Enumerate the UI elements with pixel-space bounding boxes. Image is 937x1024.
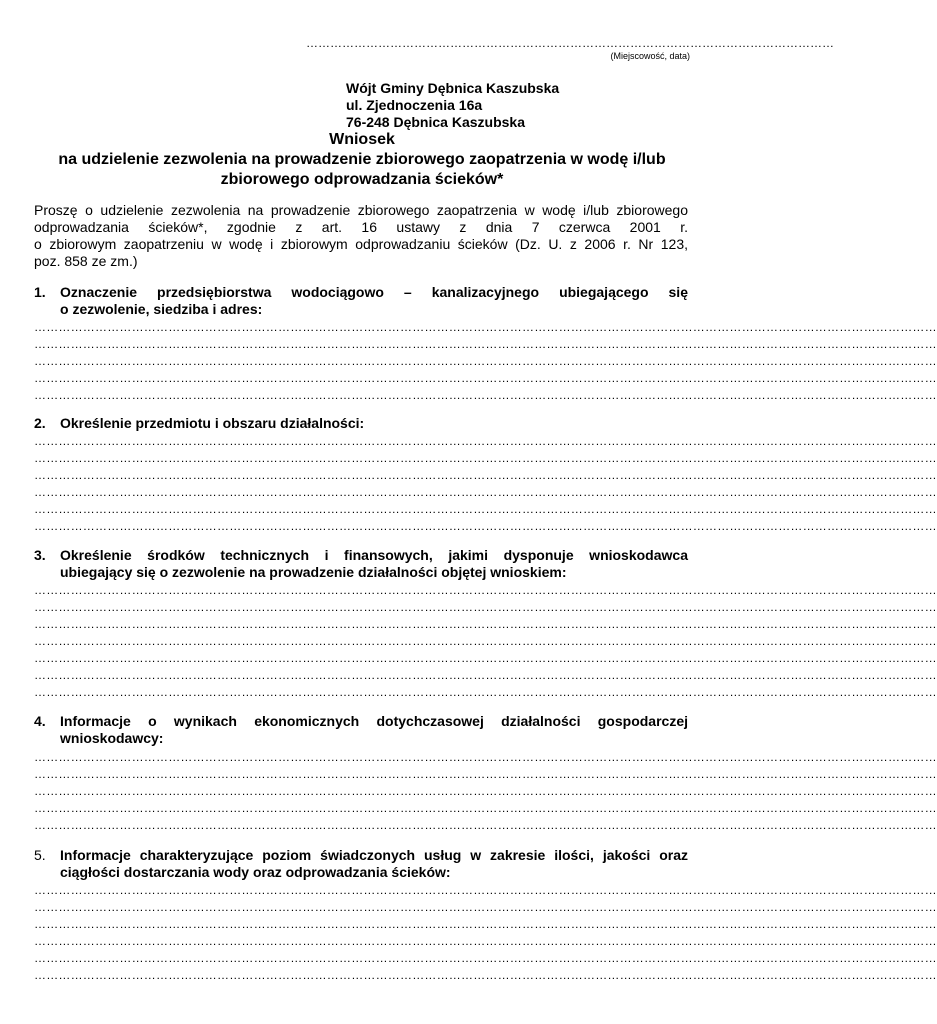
answer-line[interactable]: …………………………………………………………………………………………………………………………………………………………………………………………………… [34, 354, 937, 368]
answer-line[interactable]: …………………………………………………………………………………………………………………………………………………………………………………………………… [34, 750, 937, 764]
answer-line[interactable]: …………………………………………………………………………………………………………………………………………………………………………………………………… [34, 320, 937, 334]
intro-line-3: o zbiorowym zaopatrzeniu w wodę i zbiorowym odprowadzaniu ścieków (Dz. U. z 2006 r. Nr 123, [34, 236, 688, 252]
question-text-line: Informacje o wynikach ekonomicznych dotychczasowej działalności gospodarczej [60, 713, 688, 729]
place-date-field[interactable]: …………………………………………………………………………………………………………………… [306, 36, 834, 50]
recipient-city: 76-248 Dębnica Kaszubska [346, 114, 525, 130]
answer-line[interactable]: …………………………………………………………………………………………………………………………………………………………………………………………………… [34, 634, 937, 648]
answer-line[interactable]: …………………………………………………………………………………………………………………………………………………………………………………………………… [34, 519, 937, 533]
question-2 [34, 415, 688, 433]
answer-line[interactable]: …………………………………………………………………………………………………………………………………………………………………………………………………… [34, 801, 937, 815]
answer-line[interactable]: …………………………………………………………………………………………………………………………………………………………………………………………………… [34, 502, 937, 516]
recipient-street: ul. Zjednoczenia 16a [346, 97, 483, 113]
answer-line[interactable]: …………………………………………………………………………………………………………………………………………………………………………………………………… [34, 451, 937, 465]
question-5 [34, 847, 688, 883]
intro-line-4: poz. 858 ze zm.) [34, 253, 138, 269]
question-1 [34, 284, 688, 320]
intro-line-1: Proszę o udzielenie zezwolenia na prowadzenie zbiorowego zaopatrzenia w wodę i/lub zbiorowego [34, 202, 688, 218]
question-text-line: Oznaczenie przedsiębiorstwa wodociągowo – kanalizacyjnego ubiegającego się [60, 284, 688, 300]
answer-line[interactable]: …………………………………………………………………………………………………………………………………………………………………………………………………… [34, 371, 937, 385]
answer-line[interactable]: …………………………………………………………………………………………………………………………………………………………………………………………………… [34, 583, 937, 597]
answer-line[interactable]: …………………………………………………………………………………………………………………………………………………………………………………………………… [34, 934, 937, 948]
answer-line[interactable]: …………………………………………………………………………………………………………………………………………………………………………………………………… [34, 668, 937, 682]
question-number: 2. [34, 415, 46, 431]
question-number: 3. [34, 547, 46, 563]
question-text: Określenie przedmiotu i obszaru działalności: [60, 415, 365, 431]
answer-line[interactable]: …………………………………………………………………………………………………………………………………………………………………………………………………… [34, 388, 937, 402]
document-subtitle-2: zbiorowego odprowadzania ścieków* [220, 171, 504, 188]
question-number: 5. [34, 847, 46, 863]
answer-line[interactable]: …………………………………………………………………………………………………………………………………………………………………………………………………… [34, 900, 937, 914]
intro-line-2: odprowadzania ścieków*, zgodnie z art. 16 ustawy z dnia 7 czerwca 2001 r. [34, 219, 688, 235]
answer-line[interactable]: …………………………………………………………………………………………………………………………………………………………………………………………………… [34, 951, 937, 965]
question-text [60, 284, 688, 318]
question-text [60, 547, 688, 581]
question-4 [34, 713, 688, 749]
question-text-line: ubiegający się o zezwolenie na prowadzenie działalności objętej wnioskiem: [60, 564, 567, 580]
answer-line[interactable]: …………………………………………………………………………………………………………………………………………………………………………………………………… [34, 767, 937, 781]
question-text-line: ciągłości dostarczania wody oraz odprowadzania ścieków: [60, 864, 451, 880]
intro-paragraph [34, 202, 688, 270]
question-3 [34, 547, 688, 583]
question-text-line: wnioskodawcy: [60, 730, 164, 746]
recipient-name: Wójt Gminy Dębnica Kaszubska [346, 80, 560, 96]
document-title: Wniosek [329, 131, 395, 148]
answer-line[interactable]: …………………………………………………………………………………………………………………………………………………………………………………………………… [34, 883, 937, 897]
document-subtitle-1: na udzielenie zezwolenia na prowadzenie zbiorowego zaopatrzenia w wodę i/lub [58, 151, 666, 168]
answer-line[interactable]: …………………………………………………………………………………………………………………………………………………………………………………………………… [34, 617, 937, 631]
question-text-line: Określenie środków technicznych i finansowych, jakimi dysponuje wnioskodawca [60, 547, 688, 563]
answer-line[interactable]: …………………………………………………………………………………………………………………………………………………………………………………………………… [34, 485, 937, 499]
place-date-caption: (Miejscowość, data) [610, 51, 690, 61]
question-text-line: Informacje charakteryzujące poziom świadczonych usług w zakresie ilości, jakości oraz [60, 847, 688, 863]
answer-line[interactable]: …………………………………………………………………………………………………………………………………………………………………………………………………… [34, 968, 937, 982]
answer-line[interactable]: …………………………………………………………………………………………………………………………………………………………………………………………………… [34, 468, 937, 482]
question-text [60, 847, 688, 881]
answer-line[interactable]: …………………………………………………………………………………………………………………………………………………………………………………………………… [34, 337, 937, 351]
answer-line[interactable]: …………………………………………………………………………………………………………………………………………………………………………………………………… [34, 784, 937, 798]
answer-line[interactable]: …………………………………………………………………………………………………………………………………………………………………………………………………… [34, 600, 937, 614]
answer-line[interactable]: …………………………………………………………………………………………………………………………………………………………………………………………………… [34, 434, 937, 448]
question-text [60, 713, 688, 747]
question-number: 4. [34, 713, 46, 729]
question-number: 1. [34, 284, 46, 300]
answer-line[interactable]: …………………………………………………………………………………………………………………………………………………………………………………………………… [34, 651, 937, 665]
answer-line[interactable]: …………………………………………………………………………………………………………………………………………………………………………………………………… [34, 917, 937, 931]
question-text-line: o zezwolenie, siedziba i adres: [60, 301, 263, 317]
answer-line[interactable]: …………………………………………………………………………………………………………………………………………………………………………………………………… [34, 685, 937, 699]
answer-line[interactable]: …………………………………………………………………………………………………………………………………………………………………………………………………… [34, 818, 937, 832]
